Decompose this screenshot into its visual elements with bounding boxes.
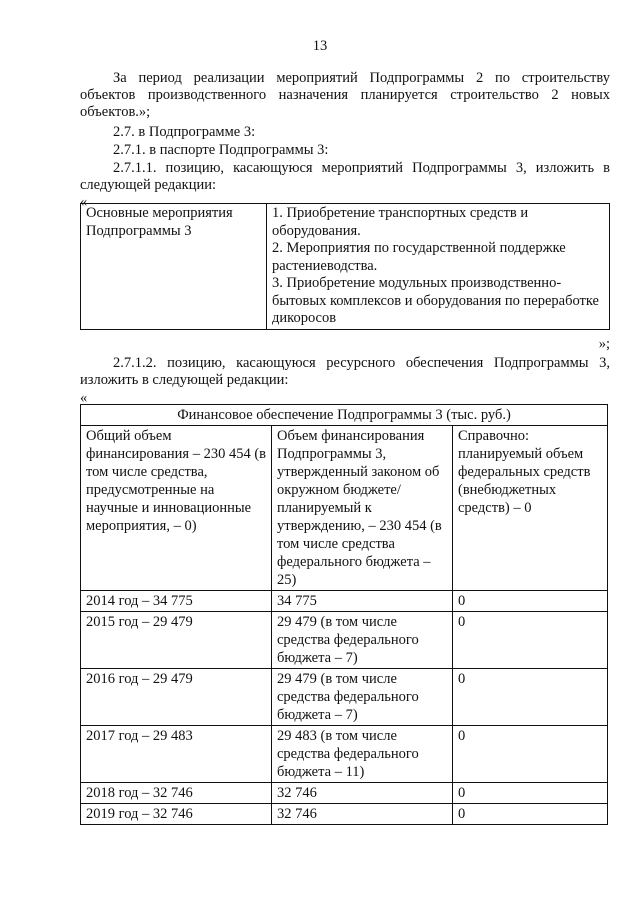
list-item: 1. Приобретение транспортных средств и оборудования.	[272, 205, 529, 239]
reference-cell: 0	[453, 804, 608, 825]
year-cell: 2016 год – 29 479	[81, 669, 272, 726]
header-total-financing: Общий объем финансирования – 230 454 (в том числе средства, предусмотренные на научные и инновационные мероприятия, – 0)	[81, 426, 272, 591]
table-title-row	[81, 405, 608, 426]
paragraph-2-7: 2.7. в Подпрограмме 3:	[113, 124, 256, 140]
list-item: 3. Приобретение модульных производственно-бытовых комплексов и оборудования по переработке дикоросов	[272, 275, 599, 326]
reference-cell: 0	[453, 726, 608, 783]
paragraph-2-7-1: 2.7.1. в паспорте Подпрограммы 3:	[113, 142, 329, 158]
opening-quote-2: «	[80, 390, 88, 406]
reference-cell: 0	[453, 591, 608, 612]
reference-cell: 0	[453, 669, 608, 726]
table-row	[81, 204, 610, 330]
reference-cell: 0	[453, 783, 608, 804]
year-cell: 2014 год – 34 775	[81, 591, 272, 612]
header-reference-federal: Справочно: планируемый объем федеральных средств (внебюджетных средств) – 0	[453, 426, 608, 591]
closing-quote: »;	[598, 336, 610, 352]
amount-cell: 29 479 (в том числе средства федерального бюджета – 7)	[272, 669, 453, 726]
year-cell: 2019 год – 32 746	[81, 804, 272, 825]
opening-quote: «	[80, 194, 88, 210]
measures-list-cell	[267, 204, 610, 330]
paragraph-2-7-1-2: 2.7.1.2. позицию, касающуюся ресурсного обеспечения Подпрограммы 3, изложить в следующей редакции:	[80, 355, 610, 388]
table-row	[81, 669, 608, 726]
list-item: 2. Мероприятия по государственной поддержке растениеводства.	[272, 240, 566, 274]
page-number: 13	[312, 38, 328, 54]
year-cell: 2015 год – 29 479	[81, 612, 272, 669]
table-row	[81, 783, 608, 804]
financing-table	[80, 404, 608, 825]
amount-cell: 34 775	[272, 591, 453, 612]
header-subprogram-financing: Объем финансирования Подпрограммы 3, утвержденный законом об окружном бюджете/ планируемый к утверждению, – 230 454 (в том числе средства федерального бюджета – 25)	[272, 426, 453, 591]
table-row	[81, 804, 608, 825]
table-header-row	[81, 426, 608, 591]
amount-cell: 29 483 (в том числе средства федерального бюджета – 11)	[272, 726, 453, 783]
table-row	[81, 591, 608, 612]
table-title: Финансовое обеспечение Подпрограммы 3 (тыс. руб.)	[81, 405, 608, 426]
year-cell: 2017 год – 29 483	[81, 726, 272, 783]
paragraph-subprogram2-summary: За период реализации мероприятий Подпрограммы 2 по строительству объектов производственного назначения планируется строительство 2 новых объектов.»;	[80, 70, 610, 120]
measures-label-cell: Основные мероприятия Подпрограммы 3	[81, 204, 267, 330]
table-row	[81, 612, 608, 669]
amount-cell: 32 746	[272, 804, 453, 825]
reference-cell: 0	[453, 612, 608, 669]
amount-cell: 32 746	[272, 783, 453, 804]
amount-cell: 29 479 (в том числе средства федерального бюджета – 7)	[272, 612, 453, 669]
measures-table	[80, 203, 610, 330]
year-cell: 2018 год – 32 746	[81, 783, 272, 804]
table-row	[81, 726, 608, 783]
paragraph-2-7-1-1: 2.7.1.1. позицию, касающуюся мероприятий Подпрограммы 3, изложить в следующей редакции:	[80, 160, 610, 193]
